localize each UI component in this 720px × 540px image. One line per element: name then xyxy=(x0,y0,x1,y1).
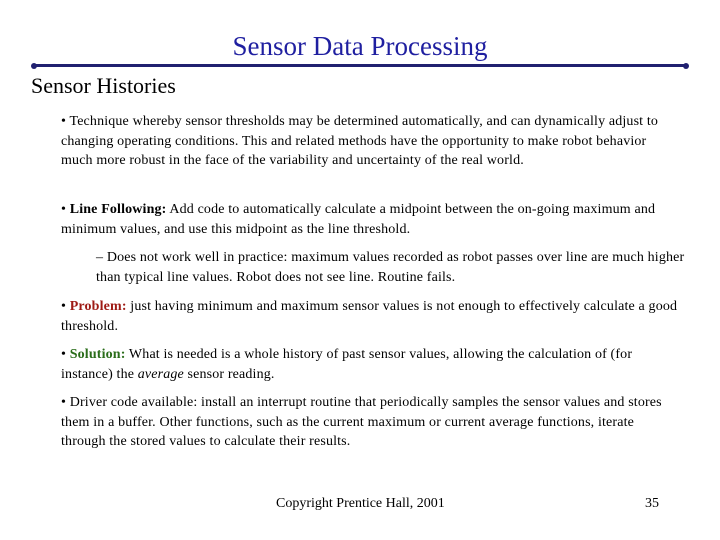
bullet-text: just having minimum and maximum sensor values is not enough to effectively calculate a good threshold. xyxy=(61,299,678,334)
bullet-line-following xyxy=(61,200,681,239)
bullet-marker: • xyxy=(61,347,67,362)
bullet-label: Line Following: xyxy=(69,202,167,217)
slide-title: Sensor Data Processing xyxy=(232,31,488,61)
bullet-marker: • xyxy=(61,114,67,129)
sub-bullet-practice xyxy=(96,248,696,287)
dash-marker: – xyxy=(96,250,104,265)
solution-label: Solution: xyxy=(69,347,126,362)
footer-copyright: Copyright Prentice Hall, 2001 xyxy=(276,496,445,511)
bullet-driver-code xyxy=(61,393,681,452)
bullet-technique xyxy=(61,112,681,171)
page-number: 35 xyxy=(645,496,659,511)
slide-subtitle: Sensor Histories xyxy=(31,73,176,98)
bullet-marker: • xyxy=(61,202,67,217)
bullet-solution xyxy=(61,345,681,384)
bullet-problem xyxy=(61,297,681,336)
emphasis-average: average xyxy=(137,366,184,382)
bullet-text: Add code to automatically calculate a midpoint between the on-going maximum and minimum values, and use this midpoint as the line threshold. xyxy=(61,202,656,237)
bullet-text: Driver code available: install an interrupt routine that periodically samples the sensor values and stores them in a buffer. Other functions, such as the current maximum or current average functions, iterate through the stored values to calculate their results. xyxy=(61,395,662,449)
problem-label: Problem: xyxy=(69,299,127,314)
bullet-marker: • xyxy=(61,299,67,314)
title-divider xyxy=(34,64,686,67)
bullet-text: What is needed is a whole history of past sensor values, allowing the calculation of (for instance) the xyxy=(61,347,633,382)
sub-bullet-text: Does not work well in practice: maximum values recorded as robot passes over line are much higher than typical line values. Robot does not see line. Routine fails. xyxy=(96,250,685,285)
bullet-text: Technique whereby sensor thresholds may be determined automatically, and can dynamically adjust to changing operating conditions. This and related methods have the opportunity to make robot behavior much more robust in the face of the variability and uncertainty of the real world. xyxy=(61,114,659,168)
bullet-marker: • xyxy=(61,395,67,410)
bullet-text-end: sensor reading. xyxy=(183,366,275,382)
